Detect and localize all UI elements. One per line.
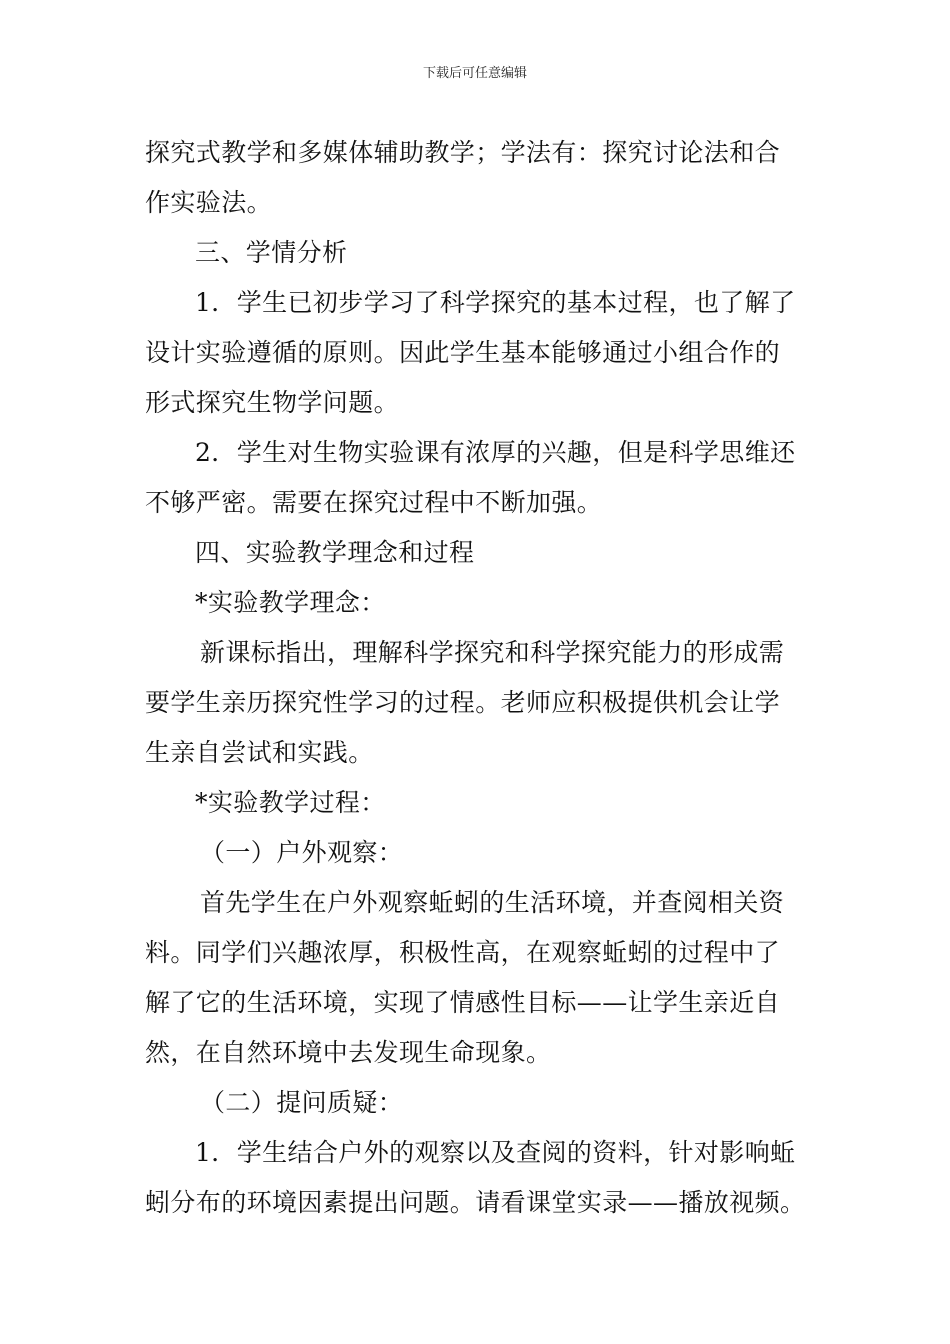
text-line: 解了它的生活环境，实现了情感性目标——让学生亲近自	[145, 988, 781, 1017]
text-line: 新课标指出，理解科学探究和科学探究能力的形成需	[200, 638, 785, 667]
text-line: 要学生亲历探究性学习的过程。老师应积极提供机会让学	[145, 688, 781, 717]
text-line: 形式探究生物学问题。	[145, 388, 400, 417]
text-line: 1．学生结合户外的观察以及查阅的资料，针对影响蚯	[195, 1138, 796, 1167]
text-line: 然，在自然环境中去发现生命现象。	[145, 1038, 552, 1067]
text-line: 作实验法。	[145, 188, 273, 217]
section-heading-4: 四、实验教学理念和过程	[195, 538, 475, 567]
text-line: 料。同学们兴趣浓厚，积极性高，在观察蚯蚓的过程中了	[145, 938, 781, 967]
subheading-process: *实验教学过程：	[195, 788, 386, 817]
subheading-outdoor: （一）户外观察：	[200, 838, 404, 867]
section-heading-3: 三、学情分析	[195, 238, 348, 267]
text-line: 2．学生对生物实验课有浓厚的兴趣，但是科学思维还	[195, 438, 796, 467]
subheading-questions: （二）提问质疑：	[200, 1088, 404, 1117]
text-line: 蚓分布的环境因素提出问题。请看课堂实录——播放视频。	[145, 1188, 806, 1217]
page-header: 下载后可任意编辑	[422, 66, 527, 81]
document-body	[145, 128, 810, 1228]
text-line: 1．学生已初步学习了科学探究的基本过程，也了解了	[195, 288, 796, 317]
subheading-concept: *实验教学理念：	[195, 588, 386, 617]
text-line: 生亲自尝试和实践。	[145, 738, 374, 767]
text-line: 探究式教学和多媒体辅助教学；学法有：探究讨论法和合	[145, 138, 781, 167]
text-line: 首先学生在户外观察蚯蚓的生活环境，并查阅相关资	[200, 888, 785, 917]
text-line: 设计实验遵循的原则。因此学生基本能够通过小组合作的	[145, 338, 781, 367]
text-line: 不够严密。需要在探究过程中不断加强。	[145, 488, 603, 517]
